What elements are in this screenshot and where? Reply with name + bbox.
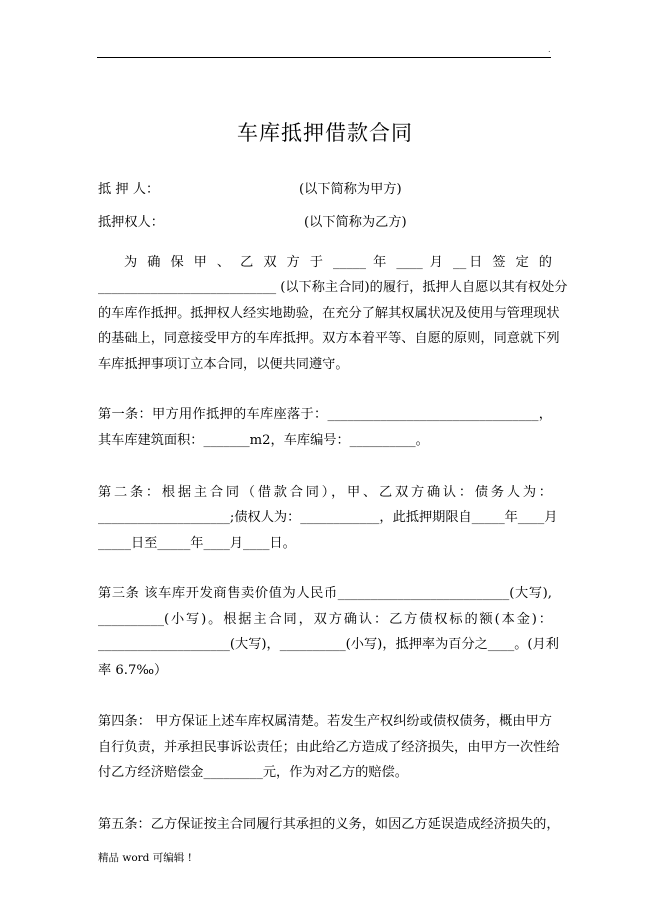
header-mark: .	[548, 45, 551, 54]
article1-line: 其车库建筑面积：_______m2，车库编号：__________。	[98, 433, 429, 448]
article4-line: 第四条： 甲方保证上述车库权属清楚。若发生产权纠纷或债权债务，概由甲方	[98, 714, 552, 729]
preamble-line: 车库抵押事项订立本合同，以便共同遵守。	[98, 357, 349, 372]
article2-line: ____________________;债权人为：____________，此抵押期限自_____年____月	[98, 510, 558, 525]
preamble-line: 的基础上，同意接受甲方的车库抵押。双方本着平等、自愿的原则，同意就下列	[98, 331, 560, 346]
mortgagor-line	[98, 181, 552, 199]
article3-line: 率 6.7‰）	[98, 663, 168, 678]
mortgagee-note: (以下简称为乙方)	[304, 215, 407, 230]
footer-note: 精品 word 可编辑 !	[98, 852, 192, 864]
preamble-line: 为 确 保 甲 、 乙 双 方 于 _____ 年 ____ 月 __日 签 定 的	[124, 255, 552, 270]
preamble-line: ___________________________ (以下称主合同)的履行，抵押人自愿以其有权处分	[98, 280, 568, 295]
mortgagor-label: 抵 押 人：	[98, 182, 160, 197]
article4-line: 付乙方经济赔偿金_________元，作为对乙方的赔偿。	[98, 765, 408, 780]
mortgagee-line	[98, 214, 552, 232]
preamble-line: 的车库作抵押。抵押权人经实地勘验，在充分了解其权属状况及使用与管理现状	[98, 306, 560, 321]
article3-line: 第三条 该车库开发商售卖价值为人民币__________________________(大写),	[98, 586, 552, 601]
document-title: 车库抵押借款合同	[237, 121, 413, 145]
mortgagee-label: 抵押权人：	[98, 215, 164, 230]
article2-line: _____日至_____年____月____日。	[98, 536, 296, 551]
article5-line: 第五条：乙方保证按主合同履行其承担的义务，如因乙方延误造成经济损失的，	[98, 817, 560, 832]
mortgagor-note: (以下简称为甲方)	[299, 182, 402, 197]
article2-line: 第二条：根据主合同（借款合同），甲、乙双方确认：债务人为：	[98, 485, 552, 500]
article4-line: 自行负责，并承担民事诉讼责任；由此给乙方造成了经济损失，由甲方一次性给	[98, 740, 560, 755]
header-rule	[97, 57, 551, 58]
article1-line: 第一条：甲方用作抵押的车库座落于：________________________________，	[98, 407, 552, 422]
article3-line: ____________________(大写)，__________(小写)，抵押率为百分之____。(月利	[98, 637, 559, 652]
article3-line: __________(小写)。根据主合同，双方确认：乙方债权标的额(本金)：	[98, 612, 552, 627]
